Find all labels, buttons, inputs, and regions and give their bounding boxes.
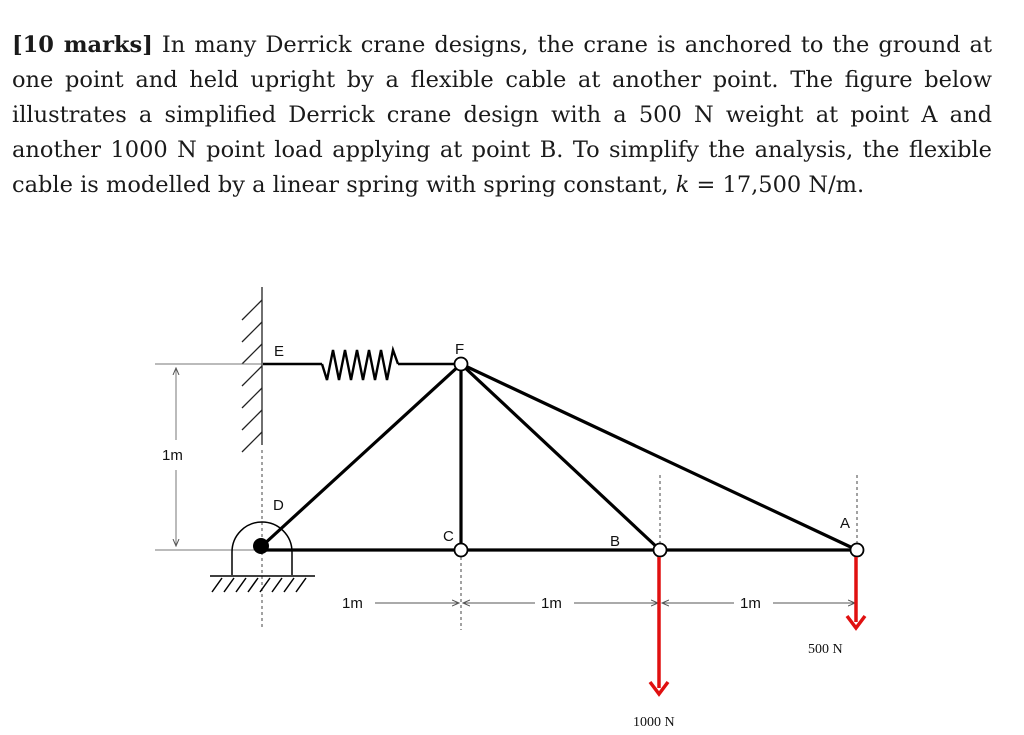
load-arrow-A (847, 557, 865, 628)
load-label-A: 500 N (808, 642, 843, 657)
member-BF (461, 364, 660, 550)
truss-members (262, 364, 857, 550)
span-label-1: 1m (342, 595, 363, 612)
joint-F (455, 358, 468, 371)
member-AF (461, 364, 857, 550)
spring-constant-symbol: k (675, 172, 690, 198)
problem-intro: In many Derrick crane designs, the crane is anchored to the ground at one point and held upright by a flexible cable at another point. The figure below illustrates a simplified Derrick crane design with a 500 N weight at point A and another 1000 N point load applying at point B. To simplify the analysis, the flexible cable is modelled by a linear spring with spring constant, (12, 32, 993, 198)
guide-lines (262, 365, 857, 630)
load-label-B: 1000 N (633, 715, 675, 730)
spring-constant-value: = 17,500 N/m. (689, 172, 865, 198)
pin-support (210, 522, 315, 592)
member-DF (262, 364, 461, 546)
joint-C (455, 544, 468, 557)
load-arrow-B (650, 557, 668, 694)
label-F: F (455, 341, 465, 358)
label-B: B (610, 533, 621, 550)
joint-B (654, 544, 667, 557)
label-D: D (273, 497, 284, 514)
joint-D-pin (253, 538, 269, 554)
height-dim-label: 1m (162, 447, 183, 464)
spring-cable (263, 350, 461, 380)
label-E: E (274, 343, 285, 360)
label-C: C (443, 528, 454, 545)
span-label-3: 1m (740, 595, 761, 612)
span-label-2: 1m (541, 595, 562, 612)
marks-label: [10 marks] (12, 32, 153, 58)
joint-A (851, 544, 864, 557)
wall-support (242, 287, 262, 452)
label-A: A (840, 515, 851, 532)
